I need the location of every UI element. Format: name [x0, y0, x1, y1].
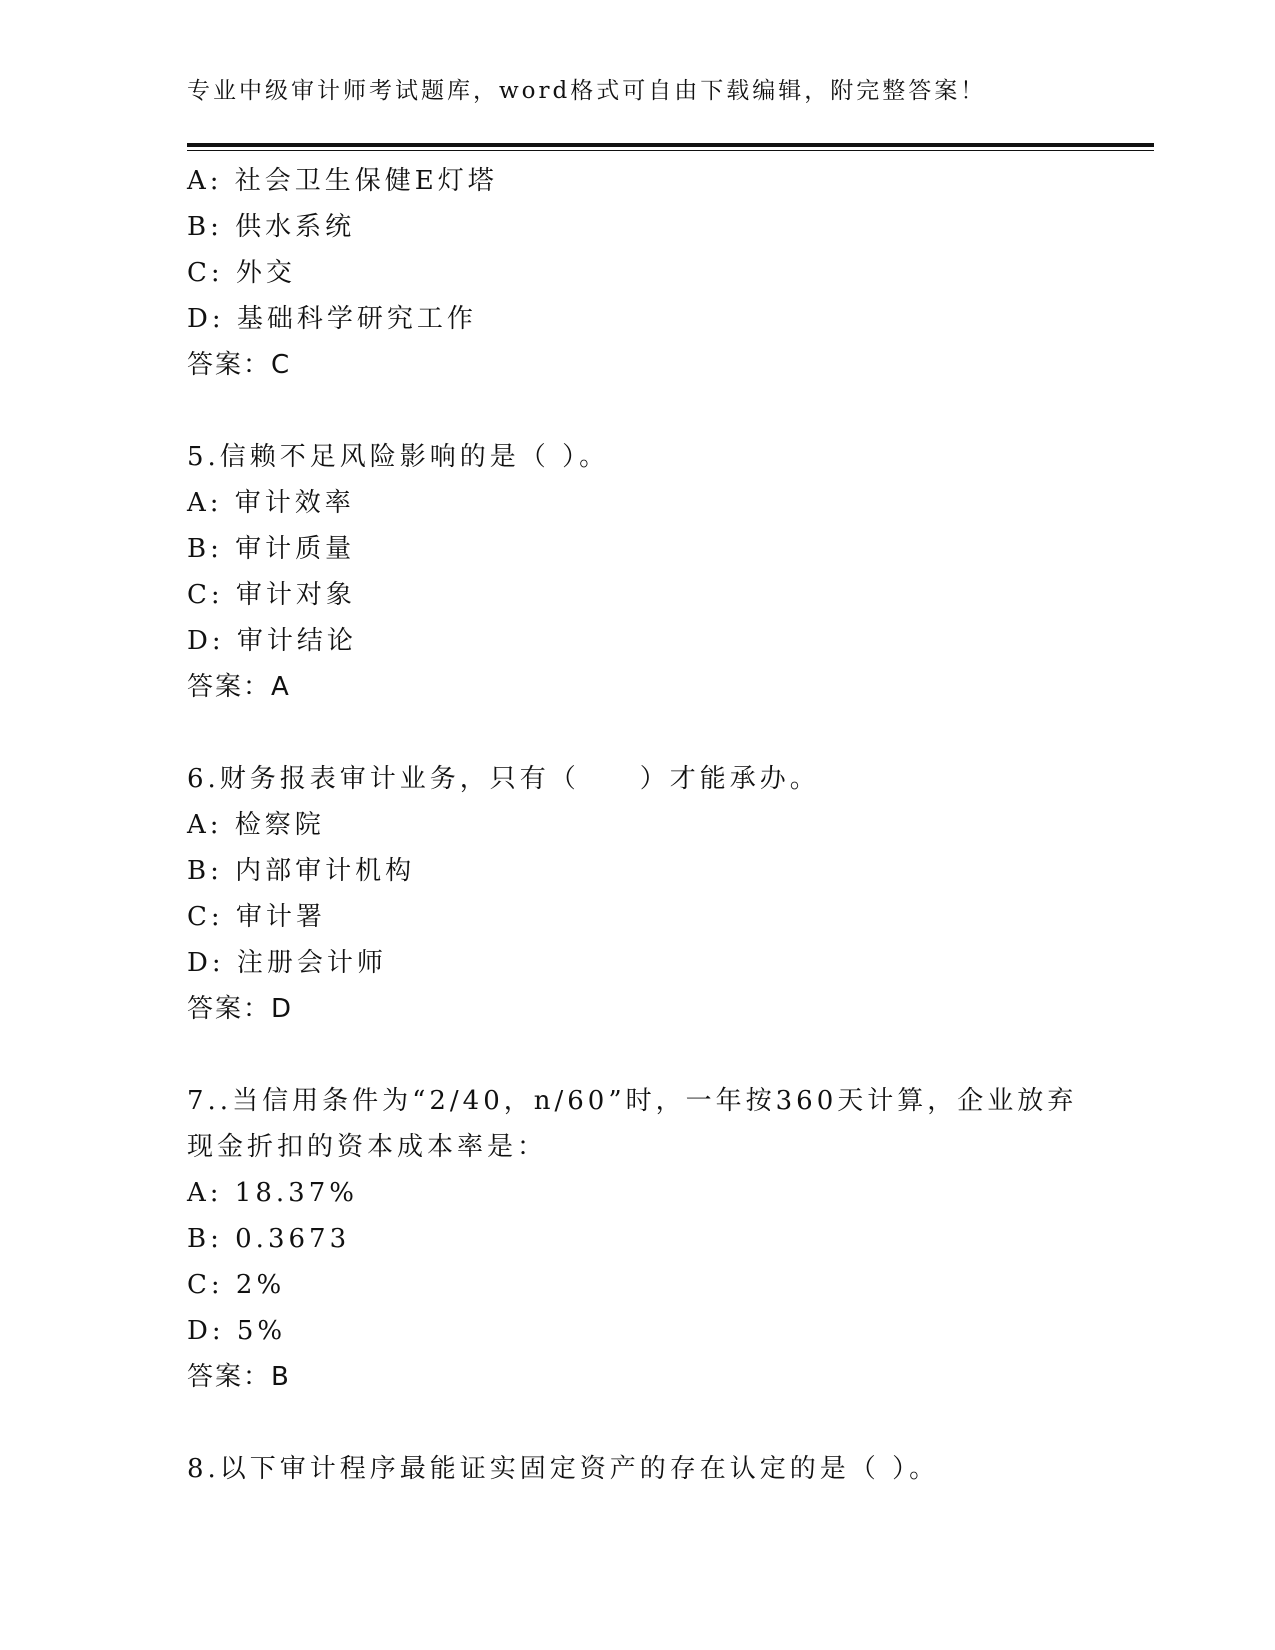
question-stem: 8.以下审计程序最能证实固定资产的存在认定的是（ ）。	[187, 1454, 940, 1484]
spacer	[187, 710, 1087, 756]
option-a: A: 审计效率	[187, 488, 355, 518]
question-list	[187, 158, 1087, 1492]
option-d: D: 5%	[187, 1316, 287, 1346]
document-header: 专业中级审计师考试题库，word格式可自由下载编辑，附完整答案！	[187, 78, 987, 104]
question-stem: 5.信赖不足风险影响的是（ ）。	[187, 442, 610, 472]
option-b: B: 供水系统	[187, 212, 356, 242]
header-rule-thick	[187, 143, 1154, 147]
question-block-6	[187, 756, 1087, 1032]
question-stem: 6.财务报表审计业务，只有（ ）才能承办。	[187, 764, 820, 794]
option-d: D: 基础科学研究工作	[187, 304, 477, 334]
option-a: A: 18.37%	[187, 1178, 358, 1208]
answer-line: 答案：A	[187, 672, 291, 702]
answer-line: 答案：D	[187, 994, 294, 1024]
question-stem: 7..当信用条件为“2/40，n/60”时，一年按360天计算，企业放弃现金折扣的资本成本率是：	[187, 1086, 1078, 1162]
spacer	[187, 1032, 1087, 1078]
option-c: C: 审计署	[187, 902, 326, 932]
option-c: C: 审计对象	[187, 580, 356, 610]
option-c: C: 2%	[187, 1270, 286, 1300]
spacer	[187, 388, 1087, 434]
question-block-8	[187, 1446, 1087, 1492]
answer-line: 答案：C	[187, 350, 292, 380]
option-b: B: 内部审计机构	[187, 856, 416, 886]
option-b: B: 0.3673	[187, 1224, 351, 1254]
spacer	[187, 1400, 1087, 1446]
question-block-7	[187, 1078, 1087, 1400]
answer-line: 答案：B	[187, 1362, 291, 1392]
option-a: A: 检察院	[187, 810, 325, 840]
question-block-5	[187, 434, 1087, 710]
header-rule-thin	[187, 150, 1154, 151]
option-d: D: 审计结论	[187, 626, 357, 656]
option-b: B: 审计质量	[187, 534, 356, 564]
option-d: D: 注册会计师	[187, 948, 387, 978]
question-block-4	[187, 158, 1087, 388]
option-c: C: 外交	[187, 258, 296, 288]
option-a: A: 社会卫生保健E灯塔	[187, 166, 498, 196]
